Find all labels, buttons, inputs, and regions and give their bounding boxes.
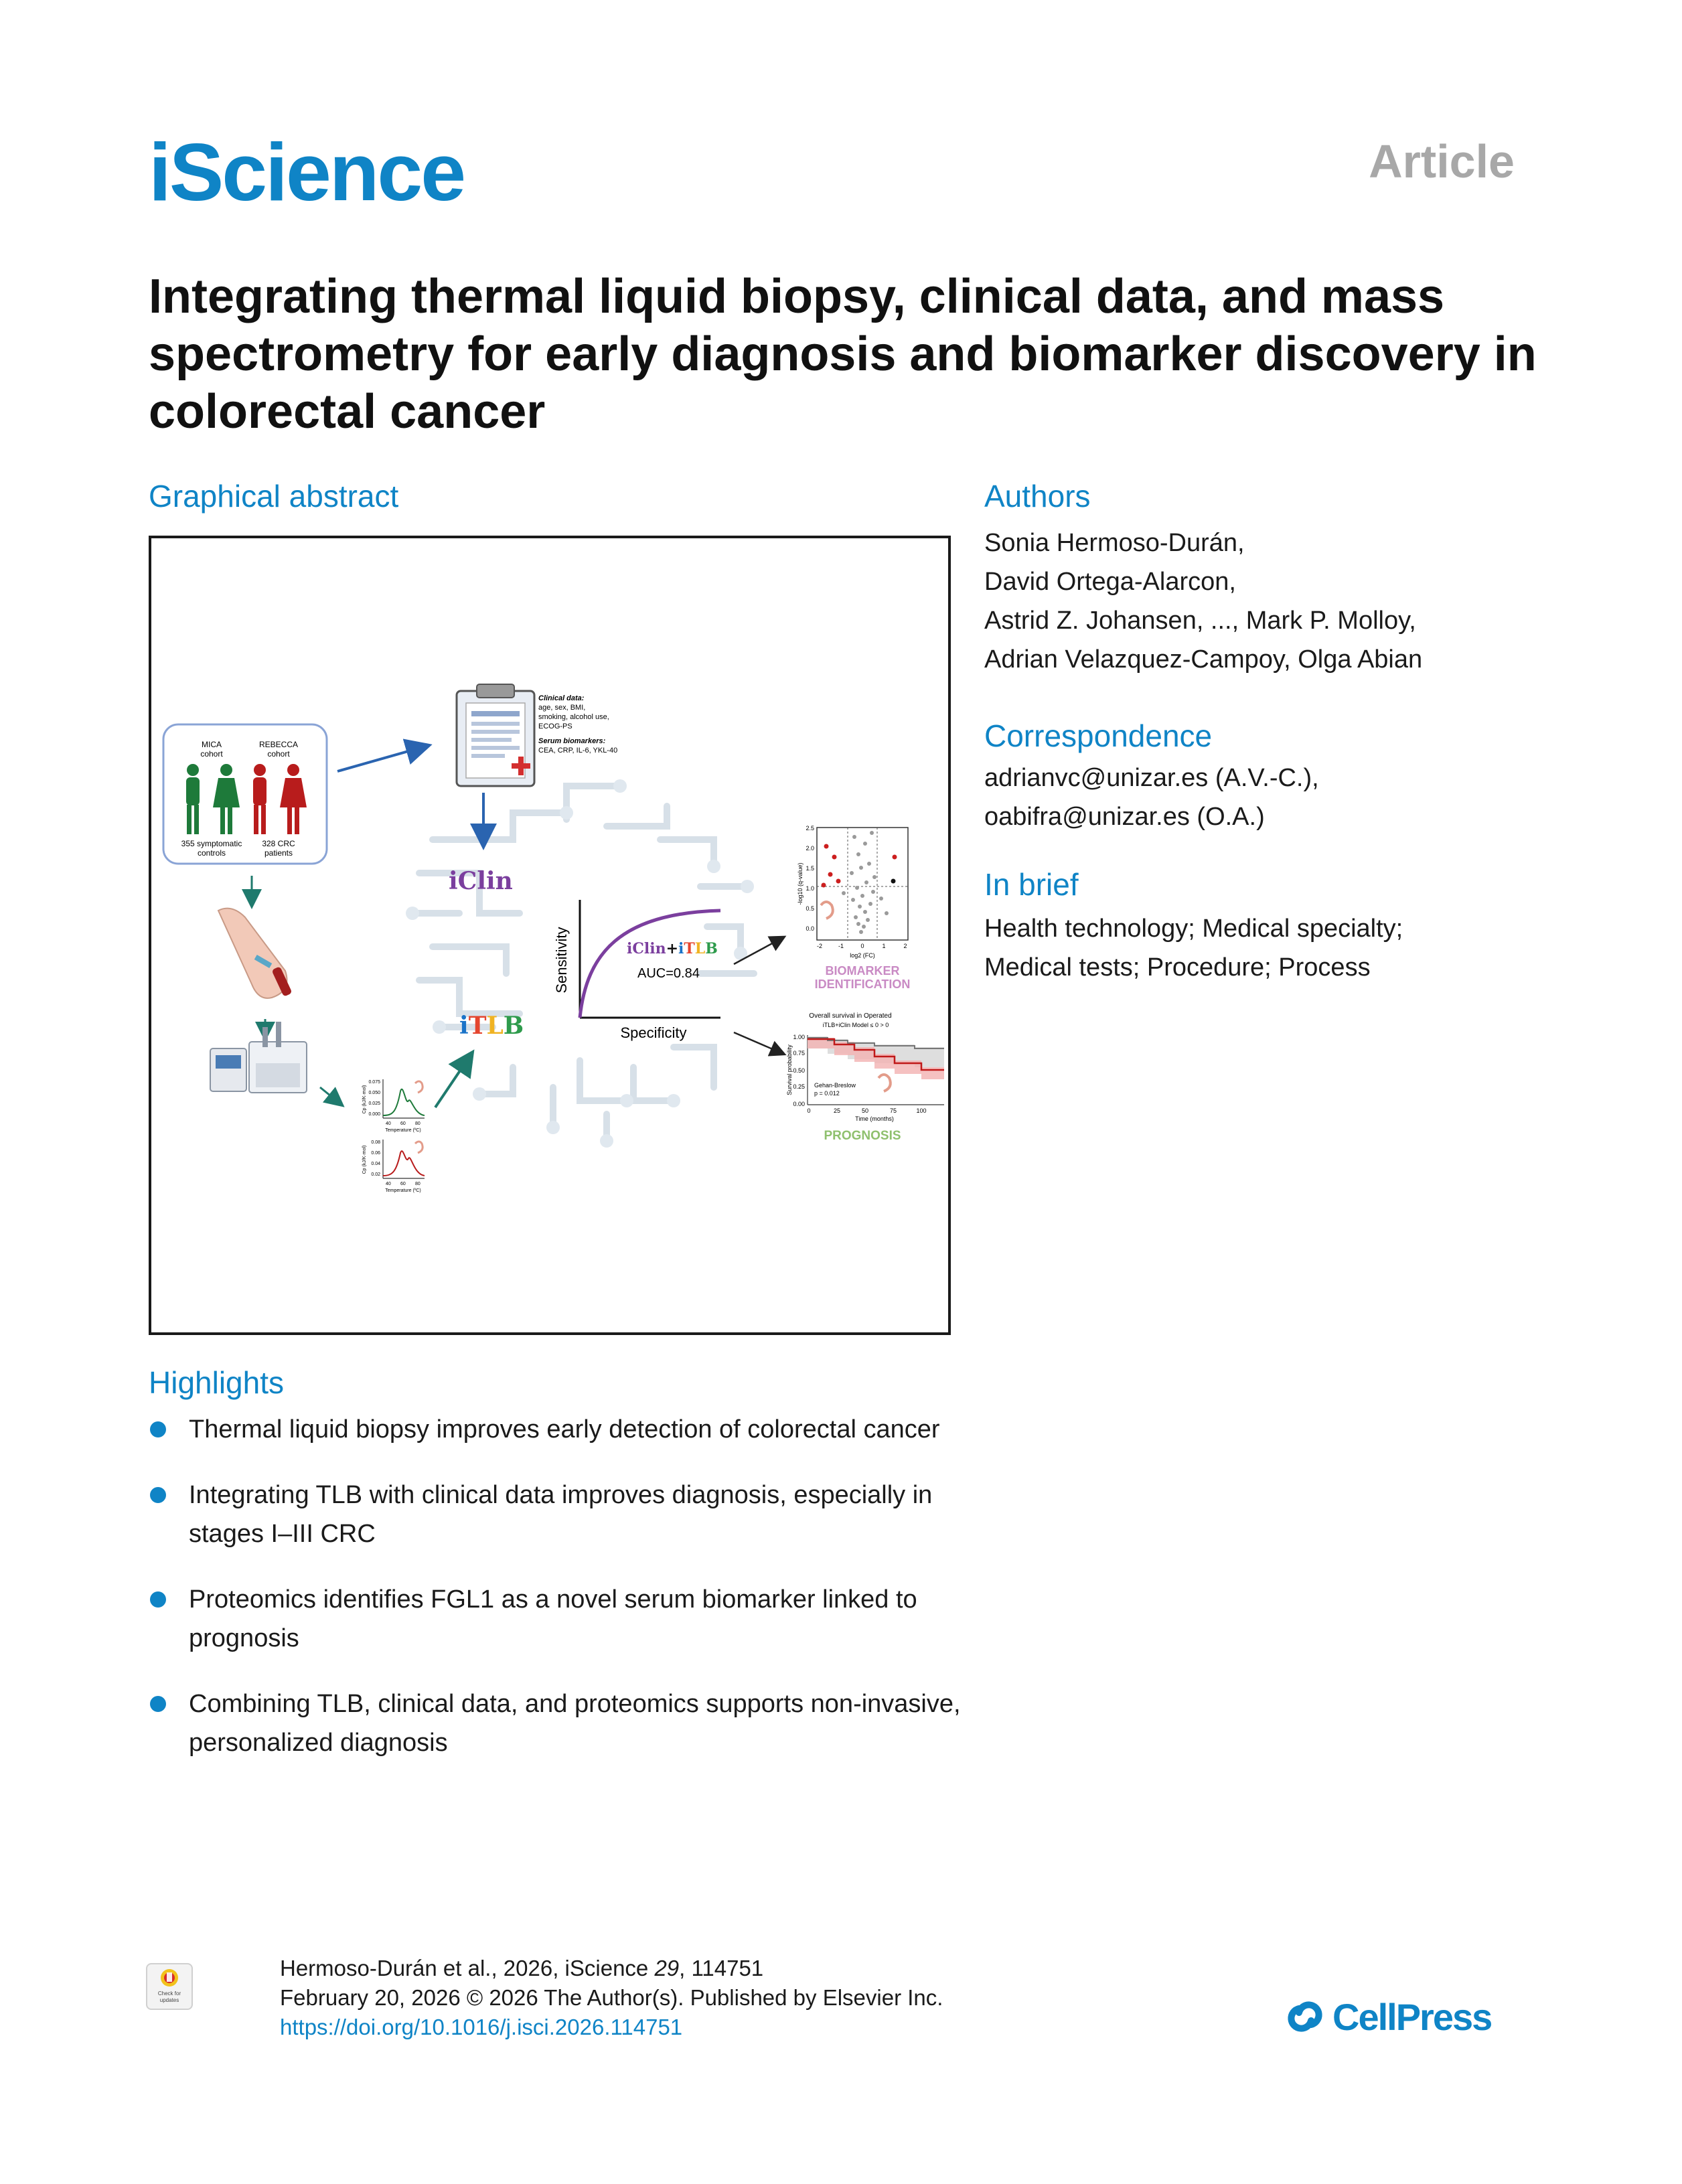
- svg-text:updates: updates: [159, 1997, 179, 2003]
- svg-text:60: 60: [400, 1182, 406, 1186]
- svg-text:cohort: cohort: [267, 749, 290, 759]
- bullet-icon: [150, 1421, 166, 1437]
- journal-name: iScience: [149, 127, 465, 218]
- svg-text:-1: -1: [838, 943, 844, 949]
- bullet-icon: [150, 1487, 166, 1503]
- svg-text:1.5: 1.5: [806, 865, 814, 872]
- svg-text:0.025: 0.025: [368, 1101, 380, 1106]
- svg-text:Cp (kJ/K·mol): Cp (kJ/K·mol): [362, 1085, 367, 1114]
- svg-text:controls: controls: [197, 848, 226, 858]
- colon-icon: [878, 1075, 891, 1091]
- author-line[interactable]: Adrian Velazquez-Campoy, Olga Abian: [984, 645, 1423, 674]
- clinical-data-heading: Clinical data:: [538, 694, 585, 702]
- citation-footer: [280, 1954, 943, 2042]
- mica-label: MICA: [202, 740, 222, 749]
- bullet-icon: [150, 1591, 166, 1608]
- svg-text:IDENTIFICATION: IDENTIFICATION: [814, 978, 911, 991]
- svg-text:0.00: 0.00: [793, 1101, 805, 1107]
- volcano-xlabel: log2 (FC): [850, 952, 875, 959]
- graphical-abstract-heading: Graphical abstract: [149, 479, 399, 514]
- citation-line: Hermoso-Durán et al., 2026, iScience 29, 114751: [280, 1956, 764, 1980]
- cellpress-logo-icon: [1291, 2005, 1318, 2028]
- arrow-cohort-clinical: [337, 746, 427, 771]
- svg-text:p = 0.012: p = 0.012: [814, 1090, 840, 1097]
- svg-text:0.0: 0.0: [806, 925, 814, 932]
- svg-text:40: 40: [386, 1182, 391, 1186]
- svg-text:75: 75: [889, 1107, 897, 1114]
- svg-text:100: 100: [916, 1107, 927, 1114]
- svg-text:80: 80: [415, 1121, 420, 1126]
- prognosis-label: PROGNOSIS: [824, 1129, 901, 1143]
- email-link[interactable]: adrianvc@unizar.es (A.V.-C.),: [984, 764, 1319, 792]
- highlight-item: Combining TLB, clinical data, and proteomics supports non-invasive, personalized diagnosis: [149, 1685, 966, 1762]
- svg-text:50: 50: [861, 1107, 869, 1114]
- svg-text:80: 80: [415, 1182, 420, 1186]
- volcano-ylabel: -log10 (q-value): [797, 862, 804, 905]
- svg-text:0.000: 0.000: [368, 1112, 380, 1117]
- blood-draw-illustration: [218, 909, 293, 998]
- correspondence-list: [984, 759, 1319, 836]
- check-for-updates-badge[interactable]: [146, 1963, 193, 2010]
- svg-text:0.06: 0.06: [371, 1151, 380, 1156]
- publication-date-line: February 20, 2026 © 2026 The Author(s). Published by Elsevier Inc.: [280, 1985, 943, 2010]
- svg-text:0.75: 0.75: [793, 1050, 805, 1057]
- svg-text:0: 0: [807, 1107, 811, 1114]
- svg-text:0.08: 0.08: [371, 1140, 380, 1145]
- itlb-label: iTLB: [459, 1012, 524, 1040]
- highlights-heading: Highlights: [149, 1365, 284, 1400]
- survival-plot: [786, 1012, 944, 1122]
- svg-text:0.50: 0.50: [793, 1067, 805, 1074]
- svg-text:2.5: 2.5: [806, 825, 814, 832]
- author-list: [984, 524, 1422, 679]
- svg-text:smoking, alcohol use,: smoking, alcohol use,: [538, 713, 609, 721]
- controls-count: 355 symptomatic: [181, 839, 242, 848]
- thermogram-top: [362, 1079, 425, 1133]
- svg-text:2.0: 2.0: [806, 845, 814, 852]
- iclin-label: iClin: [449, 867, 513, 895]
- roc-curve-plot: [553, 900, 720, 1041]
- arrow-roc-survival: [734, 1032, 783, 1054]
- svg-text:-2: -2: [816, 943, 823, 949]
- svg-text:Check for: Check for: [157, 1991, 181, 1997]
- highlights-list: [149, 1410, 966, 1789]
- survival-title: Overall survival in Operated: [809, 1012, 892, 1020]
- patients-count: 328 CRC: [262, 839, 295, 848]
- svg-text:2: 2: [903, 943, 907, 949]
- volcano-plot: [797, 825, 908, 959]
- clipboard-icon: [457, 684, 534, 786]
- svg-text:CEA, CRP, IL-6, YKL-40: CEA, CRP, IL-6, YKL-40: [538, 747, 618, 755]
- graphical-abstract-figure: [149, 536, 951, 1335]
- svg-text:0.25: 0.25: [793, 1083, 805, 1090]
- cellpress-logo[interactable]: [1280, 1986, 1508, 2046]
- svg-text:ECOG-PS: ECOG-PS: [538, 722, 572, 730]
- highlight-item: Proteomics identifies FGL1 as a novel serum biomarker linked to prognosis: [149, 1580, 966, 1658]
- roc-ylabel: Sensitivity: [553, 927, 570, 994]
- thermogram-bottom: [362, 1140, 425, 1193]
- author-line[interactable]: Sonia Hermoso-Durán,: [984, 529, 1245, 557]
- svg-text:40: 40: [386, 1121, 391, 1126]
- roc-model-label: iClin+iTLB: [627, 940, 718, 957]
- article-type-label: Article: [1369, 135, 1515, 187]
- doi-link[interactable]: https://doi.org/10.1016/j.isci.2026.114751: [280, 2015, 683, 2039]
- in-brief-text: Health technology; Medical specialty; Medical tests; Procedure; Process: [984, 915, 1403, 982]
- svg-text:patients: patients: [264, 848, 293, 858]
- svg-text:25: 25: [833, 1107, 841, 1114]
- serum-biomarkers-heading: Serum biomarkers:: [538, 737, 606, 745]
- survival-test: Gehan-Breslow: [814, 1082, 856, 1089]
- author-line[interactable]: David Ortega-Alarcon,: [984, 568, 1236, 596]
- authors-heading: Authors: [984, 479, 1091, 514]
- svg-text:0: 0: [860, 943, 864, 949]
- svg-text:iTLB+iClin Model ≤ 0 > 0: iTLB+iClin Model ≤ 0 > 0: [822, 1022, 889, 1028]
- rebecca-label: REBECCA: [258, 740, 299, 749]
- roc-xlabel: Specificity: [620, 1024, 687, 1041]
- svg-text:cohort: cohort: [200, 749, 223, 759]
- svg-text:0.050: 0.050: [368, 1091, 380, 1095]
- auc-value: AUC=0.84: [637, 966, 700, 981]
- colon-icon: [415, 1081, 423, 1093]
- author-line[interactable]: Astrid Z. Johansen, ..., Mark P. Molloy,: [984, 607, 1416, 635]
- circuit-background: [412, 786, 754, 1141]
- in-brief-heading: In brief: [984, 867, 1079, 902]
- arrow-calorimeter-thermogram: [320, 1087, 341, 1105]
- biomarker-label: BIOMARKER: [825, 964, 900, 978]
- svg-text:1.00: 1.00: [793, 1034, 805, 1040]
- svg-text:Temperature (ºC): Temperature (ºC): [385, 1188, 421, 1193]
- highlight-item: Integrating TLB with clinical data improves diagnosis, especially in stages I–III CRC: [149, 1476, 966, 1553]
- svg-text:1: 1: [882, 943, 886, 949]
- survival-xlabel: Time (months): [855, 1115, 894, 1122]
- svg-text:1.0: 1.0: [806, 885, 814, 892]
- arrow-thermogram-itlb: [435, 1054, 471, 1107]
- svg-text:CellPress: CellPress: [1332, 1996, 1492, 2038]
- colon-icon: [415, 1142, 423, 1153]
- survival-ylabel: Survival probability: [786, 1044, 793, 1095]
- bullet-icon: [150, 1696, 166, 1712]
- svg-text:0.02: 0.02: [371, 1172, 380, 1177]
- email-link[interactable]: oabifra@unizar.es (O.A.): [984, 803, 1265, 831]
- article-title: Integrating thermal liquid biopsy, clinical data, and mass spectrometry for early diagnosis and biomarker discovery in colorectal cancer: [149, 270, 1537, 439]
- svg-text:Temperature (ºC): Temperature (ºC): [385, 1128, 421, 1133]
- svg-text:60: 60: [400, 1121, 406, 1126]
- svg-text:age, sex, BMI,: age, sex, BMI,: [538, 704, 586, 712]
- svg-text:Cp (kJ/K·mol): Cp (kJ/K·mol): [362, 1145, 367, 1174]
- highlight-item: Thermal liquid biopsy improves early detection of colorectal cancer: [149, 1410, 966, 1449]
- svg-text:0.5: 0.5: [806, 905, 814, 912]
- calorimeter-instrument: [210, 1022, 307, 1093]
- svg-text:0.04: 0.04: [371, 1162, 380, 1166]
- svg-text:0.075: 0.075: [368, 1080, 380, 1085]
- correspondence-heading: Correspondence: [984, 718, 1213, 753]
